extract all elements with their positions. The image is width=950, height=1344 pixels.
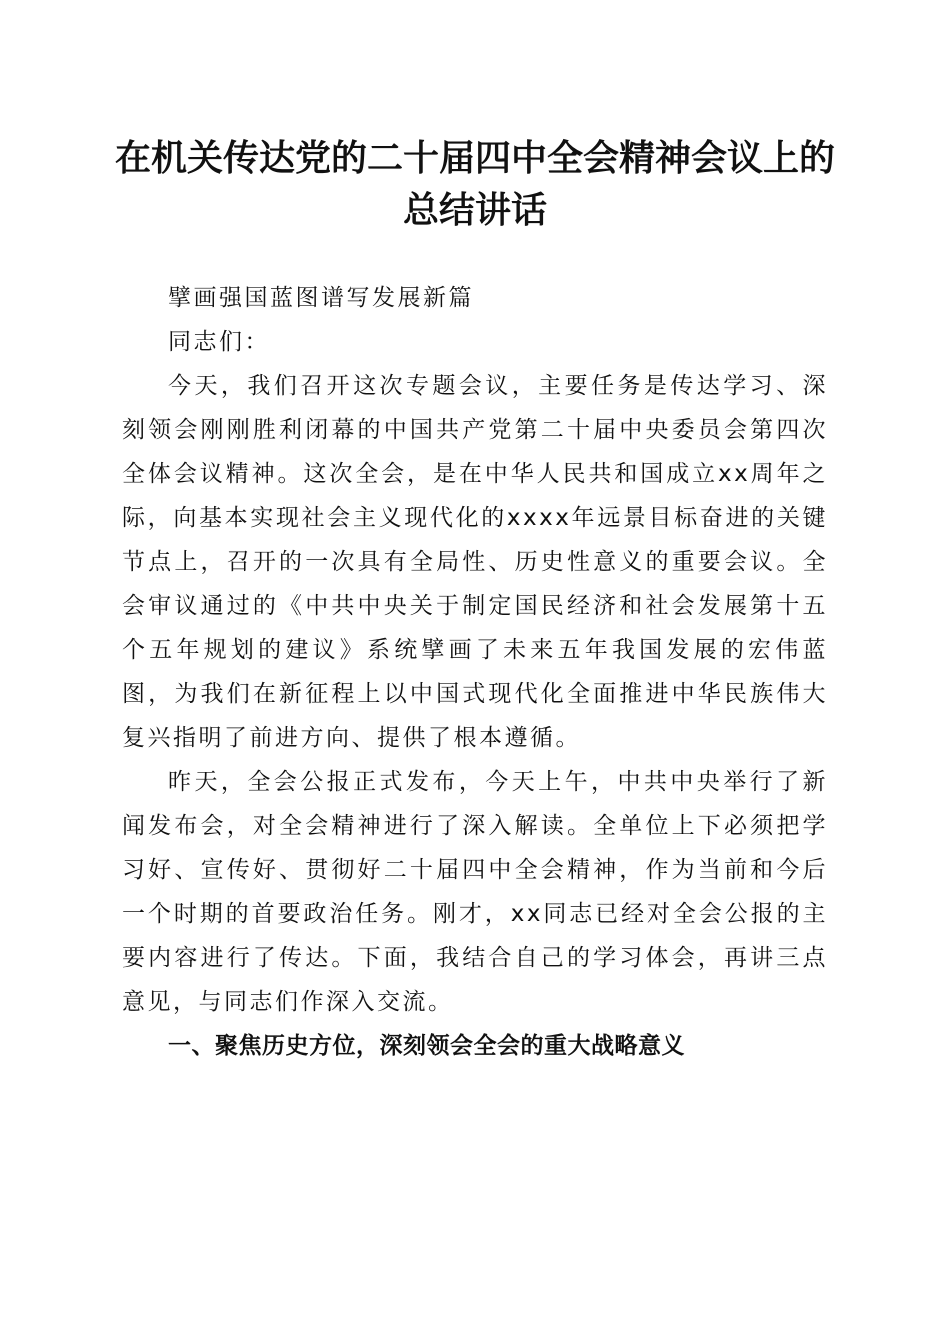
section-heading: 一、聚焦历史方位，深刻领会全会的重大战略意义: [168, 1033, 685, 1059]
salutation: 同志们：: [168, 329, 270, 355]
document-title: [100, 132, 850, 236]
paragraph-intro: 今天，我们召开这次专题会议，主要任务是传达学习、深刻领会刚刚胜利闭幕的中国共产党第二十届中央委员会第四次全体会议精神。这次全会，是在中华人民共和国成立xx周年之际，向基本实现社会主义现代化的xxxx年远景目标奋进的关键节点上，召开的一次具有全局性、历史性意义的重要会议。全会审议通过的《中共中央关于制定国民经济和社会发展第十五个五年规划的建议》系统擘画了未来五年我国发展的宏伟蓝图，为我们在新征程上以中国式现代化全面推进中华民族伟大复兴指明了前进方向、提供了根本遵循。: [122, 373, 828, 751]
paragraph-background: 昨天，全会公报正式发布，今天上午，中共中央举行了新闻发布会，对全会精神进行了深入解读。全单位上下必须把学习好、宣传好、贯彻好二十届四中全会精神，作为当前和今后一个时期的首要政治任务。刚才，xx同志已经对全会公报的主要内容进行了传达。下面，我结合自己的学习体会，再讲三点意见，与同志们作深入交流。: [122, 769, 828, 1015]
title-line-1: 在机关传达党的二十届四中全会精神会议上的: [114, 137, 835, 179]
subtitle: 擘画强国蓝图谱写发展新篇: [168, 285, 474, 311]
document-body: [122, 276, 828, 1068]
title-line-2: 总结讲话: [402, 189, 547, 231]
